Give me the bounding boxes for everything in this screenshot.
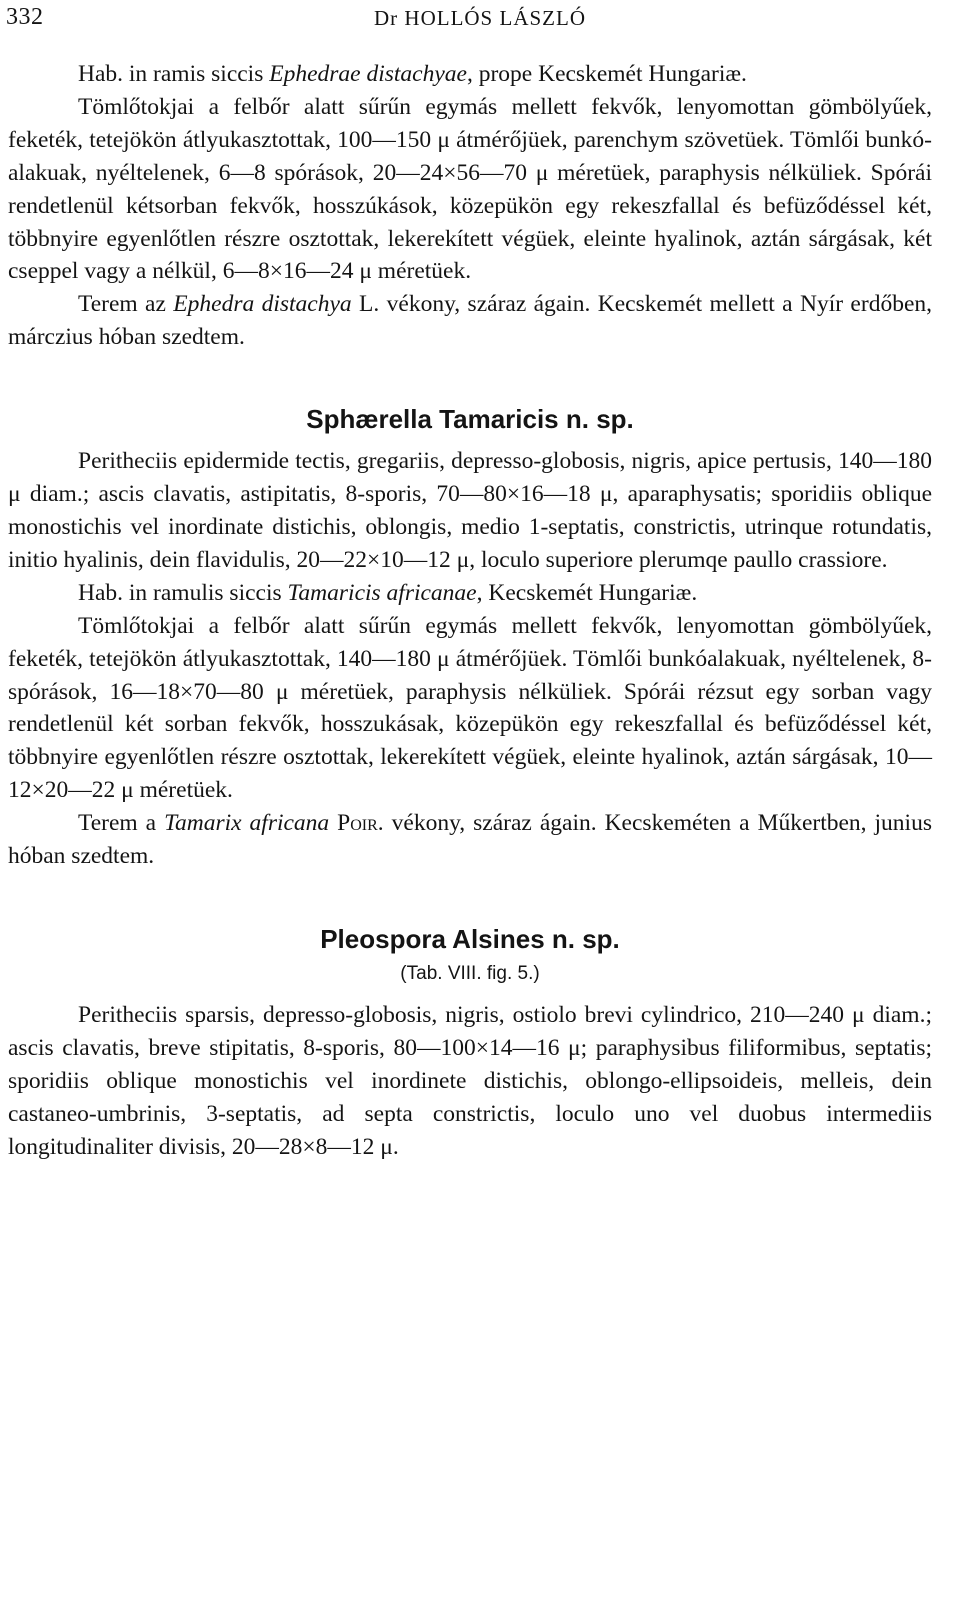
running-head <box>0 4 940 34</box>
page-body <box>8 58 932 1163</box>
diagnosis-latin-pleospora: Peritheciis sparsis, depresso-globosis, nigris, ostiolo brevi cylindrico, 210—240 μ diam.; ascis clavatis, breve stipitatis, 8-sporis, 80—100×14—16 μ; paraphysibus filiformibus, septatis; sporidiis oblique monostichis vel inordinete distichis, oblongo-ellipsoideis, melleis, dein castaneo-umbrinis, 3-septatis, ad septa constrictis, loculo uno vel duobus intermediis longitudinaliter divisis, 20—28×8—12 μ. <box>8 1001 932 1160</box>
habitat-ephedra: Hab. in ramis siccis Ephedrae distachyae, prope Kecskemét Hungariæ. <box>78 61 747 87</box>
author-abbreviation: Poir. <box>337 810 384 837</box>
host-name: Tamarix africana <box>164 810 330 837</box>
host-name: Ephedra distachya <box>173 291 352 318</box>
description-hungarian-ephedra: Tömlőtokjai a felbőr alatt sűrűn egymás mellett fekvők, lenyomottan gömbölyűek, feketék, tetejökön átlyukasztottak, 100—150 μ átmérőjüek, parenchym szövetüek. Tömlői bunkó-alakuak, nyéltelenek, 6—8 spórások, 20—24×56—70 μ méretüek, paraphysis nélküliek. Spórái rendetlenül kétsorban fekvők, hosszúkások, közepükön egy rekeszfallal és befüződéssel két, többnyire egyenlőtlen részre osztottak, lekerekített végüek, eleinte hyalinok, aztán sárgásak, két cseppel vagy a nélkül, 6—8×16—24 μ méretüek. <box>8 93 932 285</box>
running-head-author: Dr HOLLÓS LÁSZLÓ <box>374 6 586 30</box>
host-name: Tamaricis africanae <box>287 579 477 606</box>
collection-note-tamarix: Terem a Tamarix africana Poir. vékony, száraz ágain. Kecskeméten a Műkertben, junius hóban szedtem. <box>8 810 932 870</box>
species-heading-pleospora: Pleospora Alsines n. sp. <box>320 923 620 954</box>
page-number: 332 <box>6 4 44 30</box>
habitat-tamarix: Hab. in ramulis siccis Tamaricis africanae, Kecskemét Hungariæ. <box>78 579 698 606</box>
description-hungarian-sphaerella: Tömlőtokjai a felbőr alatt sűrűn egymás mellett fekvők, lenyomottan gömbölyűek, feketék, tetejökön átlyukasztottak, 140—180 μ átmérőjüek. Tömlői bunkóalakuak, nyéltelenek, 8-spórások, 16—18×70—80 μ méretüek, paraphysis nélküliek. Spórái rézsut egy sorban vagy rendetlenül két sorban fekvők, hosszukásak, közepükön egy rekeszfallal és befüződéssel két, többnyire egyenlőtlen részre osztottak, lekerekített végüek, eleinte hyalinok, aztán sárgásak, 10—12×20—22 μ méretüek. <box>8 612 932 804</box>
species-heading-sphaerella: Sphærella Tamaricis n. sp. <box>306 404 634 435</box>
plate-reference: (Tab. VIII. fig. 5.) <box>400 962 540 984</box>
collection-note-ephedra: Terem az Ephedra distachya L. vékony, száraz ágain. Kecskemét mellett a Nyír erdőben, márczius hóban szedtem. <box>8 291 932 351</box>
diagnosis-latin-sphaerella: Peritheciis epidermide tectis, gregariis, depresso-globosis, nigris, apice pertusis, 140—180 μ diam.; ascis clavatis, astipitatis, 8-sporis, 70—80×16—18 μ, aparaphysatis; sporidiis oblique monostichis vel inordinate distichis, oblongis, medio 1-septatis, constrictis, utrinque rotundatis, initio hyalinis, dein flavidulis, 20—22×10—12 μ, loculo superiore plerumqe paullo crassiore. <box>8 448 932 573</box>
species-name: Ephedrae distachyae <box>269 61 467 87</box>
